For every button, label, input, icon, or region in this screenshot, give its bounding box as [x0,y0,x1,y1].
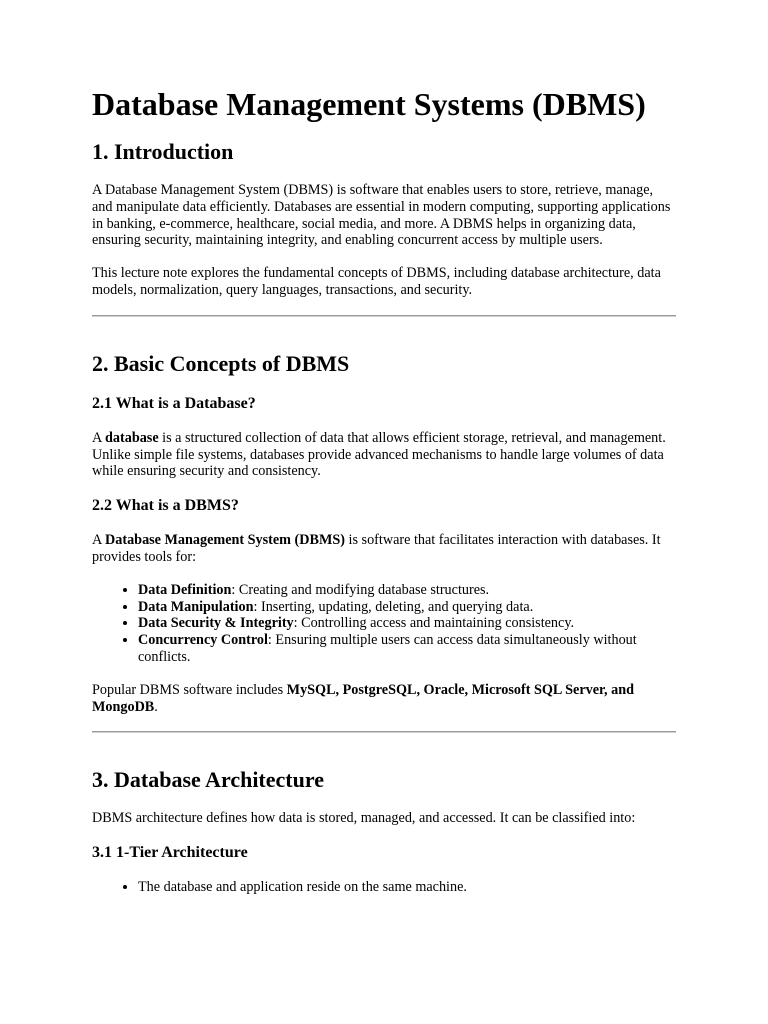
bold-term: MySQL, PostgreSQL, Oracle, Microsoft SQL Server, and MongoDB [92,681,634,715]
list-item [138,582,676,599]
list-item-term: Data Manipulation [138,598,254,615]
intro-paragraph-2: This lecture note explores the fundamental concepts of DBMS, including database architecture, data models, normalization, query languages, transactions, and security. [92,265,661,298]
list-item-term: Data Definition [138,581,232,598]
list-item [138,632,676,666]
list-item-term: Data Security & Integrity [138,615,294,632]
bold-term: Database Management System (DBMS) [105,532,345,549]
section-divider-1 [92,315,676,317]
section-1-heading: 1. Introduction [92,139,234,164]
list-item-term: Concurrency Control [138,632,268,649]
list-item [138,599,676,616]
text-run: is software that facilitates interaction with databases. It provides tools for: [92,532,661,565]
tier1-list [92,879,676,896]
list-item-desc: : Ensuring multiple users can access data simultaneously without conflicts. [138,632,637,665]
architecture-paragraph: DBMS architecture defines how data is stored, managed, and accessed. It can be classified into: [92,810,636,827]
list-item: • The database and application reside on the same machine. [138,879,676,896]
text-run: A [92,429,106,446]
bold-term: database [105,429,159,446]
list-item-desc: : Inserting, updating, deleting, and querying data. [253,598,534,615]
list-item-desc: : Controlling access and maintaining consistency. [293,615,575,632]
subsection-2-2-heading: 2.2 What is a DBMS? [92,497,239,515]
section-2-heading: 2. Basic Concepts of DBMS [92,350,350,376]
subsection-2-1-heading: 2.1 What is a Database? [92,394,256,412]
database-definition-paragraph [92,430,676,480]
text-run: . [154,698,158,715]
dbms-definition-paragraph [92,532,676,566]
section-divider-2 [92,731,676,733]
list-item [138,615,676,632]
list-item-desc: : Creating and modifying database structures. [231,581,490,598]
subsection-3-1-heading: 3.1 1-Tier Architecture [92,844,248,862]
document-title: Database Management Systems (DBMS) [92,86,646,122]
text-run: Popular DBMS software includes [92,681,287,698]
popular-dbms-paragraph [92,682,676,716]
dbms-tools-list [92,582,676,666]
intro-paragraph-1: A Database Management System (DBMS) is software that enables users to store, retrieve, manage, and manipulate data efficiently. Databases are essential in modern computing, supporting applications in banking, e-commerce, healthcare, social media, and more. A DBMS helps in organizing data, ensuring security, maintaining integrity, and enabling concurrent access by multiple users. [92,182,671,249]
text-run: A [92,532,106,549]
section-3-heading: 3. Database Architecture [92,767,324,793]
text-run: is a structured collection of data that allows efficient storage, retrieval, and management. Unlike simple file systems, databases provide advanced mechanisms to handle large volumes of data while ensuring security and consistency. [92,429,666,480]
